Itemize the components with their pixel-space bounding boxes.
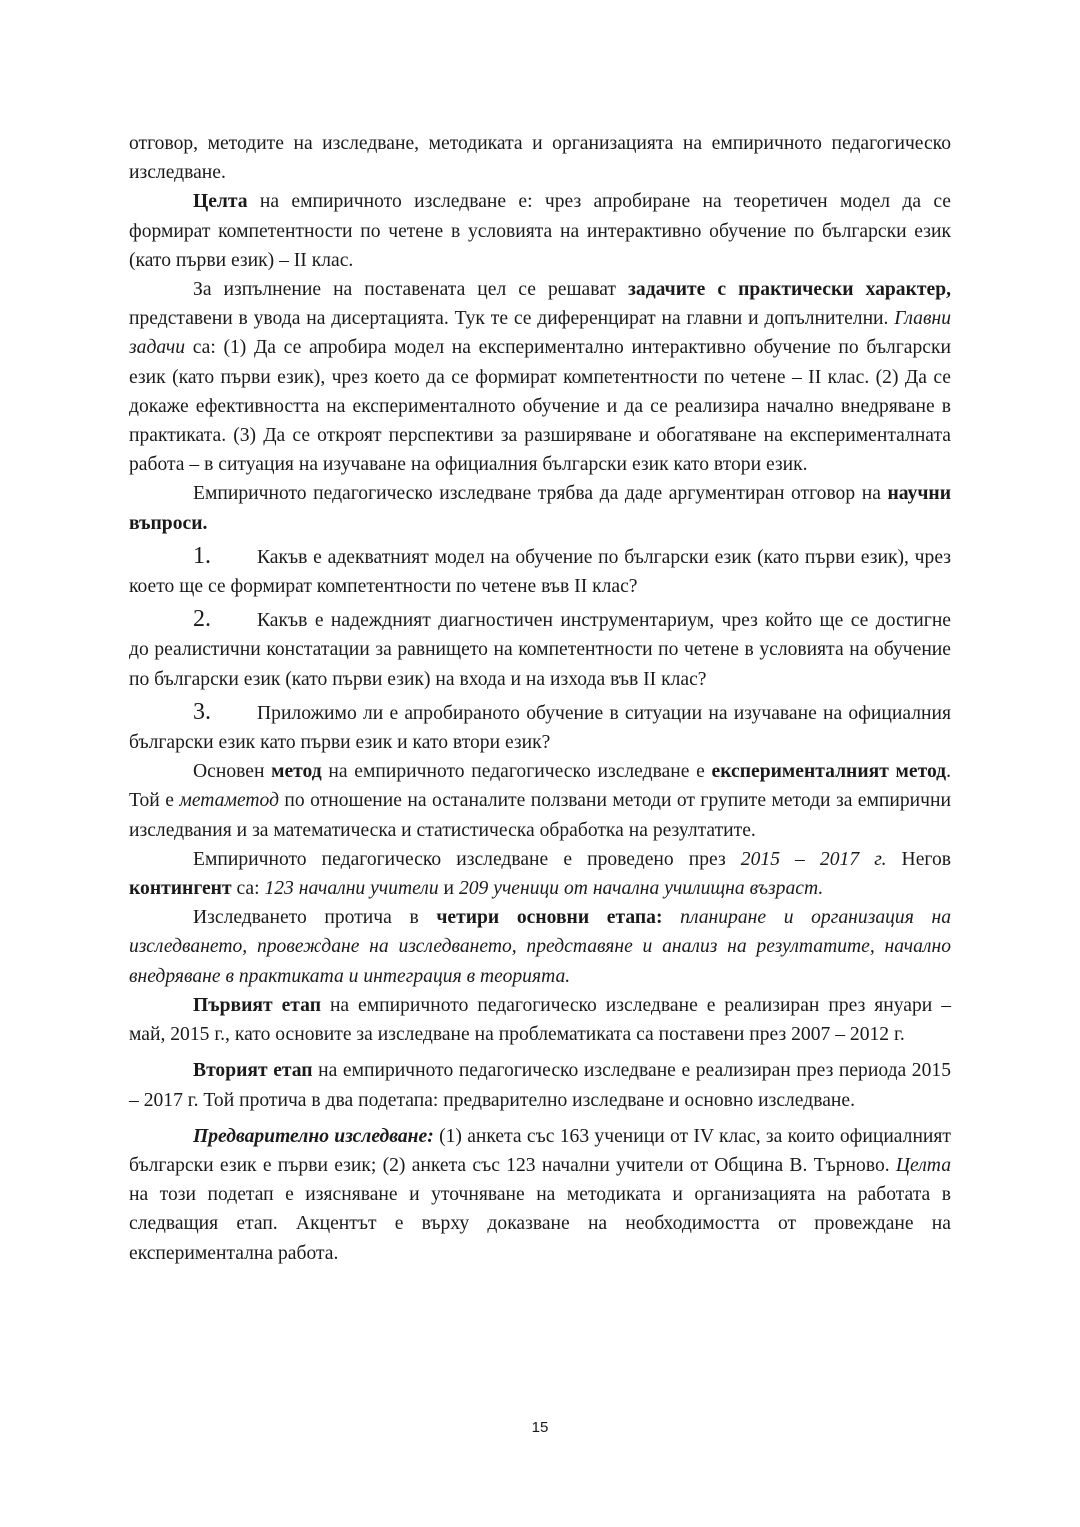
bold-italic-term: Предварително изследване: (193, 1125, 434, 1147)
text-run: представени в увода на дисертацията. Тук те се диференцират на главни и допълнителни. (129, 308, 895, 330)
bold-term: задачите с практически характер, (628, 279, 952, 301)
italic-term: 123 начални учители (264, 878, 439, 900)
italic-term: планиране и организация на изследването, провеждане на изследването, представяне и анализ на резултатите, начално внедряване в практиката и интеграция в теорията. (129, 907, 951, 987)
paragraph-first-stage (129, 991, 951, 1049)
question-text: Какъв е адекватният модел на обучение по български език (като първи език), чрез което ще се формират компетентности по четене във II клас? (129, 546, 951, 598)
text-run: За изпълнение на поставената цел се решават (193, 279, 629, 301)
italic-term: Главни задачи (129, 308, 951, 359)
text-run: Негов (886, 848, 952, 870)
bold-term: научни въпроси. (129, 483, 951, 534)
paragraph-goal (129, 187, 951, 275)
bold-term: експерименталният метод (711, 761, 947, 783)
paragraph-intro (129, 129, 951, 187)
document-body (129, 129, 951, 1268)
text-run: са: (231, 878, 265, 900)
question-item (129, 605, 951, 694)
italic-term: 2015 – 2017 г. (740, 848, 887, 870)
question-text: Приложимо ли е апробираното обучение в ситуации на изучаване на официалния български език като първи език и като втори език? (129, 702, 951, 754)
text-run: Емпиричното педагогическо изследване е проведено през (193, 848, 741, 870)
question-text: Какъв е надеждният диагностичен инструментариум, чрез който ще се достигне до реалистични констатации за равнището на компетентности по четене в условията на обучение по български език (като първи език) на входа и на изхода във II клас? (129, 610, 951, 690)
text-run: на този подетап е изясняване и уточняване на методиката и организацията на работата в следващия етап. Акцентът е върху доказване на необходимостта от провеждане на експериментална работа. (129, 1184, 951, 1264)
italic-term: 209 ученици от начална училищна възраст. (458, 878, 824, 900)
bold-term: Първият етап (193, 994, 321, 1016)
italic-term: метаметод (179, 790, 279, 812)
text-run: отговор, методите на изследване, методиката и организацията на емпиричното педагогическо изследване. (129, 133, 951, 184)
paragraph-preliminary-study (129, 1122, 951, 1268)
text-run: . Той е (129, 761, 952, 812)
text-run: Изследването протича в (193, 907, 437, 929)
bold-term: Вторият етап (193, 1060, 313, 1082)
text-run (662, 907, 680, 928)
paragraph-contingent (129, 845, 951, 903)
text-run: и (438, 878, 459, 900)
bold-term: контингент (129, 878, 232, 900)
paragraph-stages (129, 903, 951, 991)
paragraph-second-stage (129, 1056, 951, 1114)
paragraph-method (129, 757, 951, 845)
bold-term: метод (271, 761, 322, 783)
text-run: на емпиричното изследване е: чрез апробиране на теоретичен модел да се формират компетентности по четене в условията на интерактивно обучение по български език (като първи език) – II клас. (129, 191, 951, 271)
question-number: 3. (193, 698, 211, 725)
text-run: на емпиричното педагогическо изследване е (321, 761, 712, 783)
question-number: 2. (193, 606, 211, 633)
text-run: на емпиричното педагогическо изследване е реализиран през януари – май, 2015 г., като основите за изследване на проблематиката са поставени през 2007 – 2012 г. (129, 994, 951, 1046)
text-run: са: (1) Да се апробира модел на експериментално интерактивно обучение по български език (като първи език), чрез което да се формират компетентности по четене – II клас. (2) Да се докаже ефективността на експерименталното обучение и да се реализира начално внедряване в практиката. (3) Да се откроят перспективи за разширяване и обогатяване на експерименталната работа – в ситуация на изучаване на официалния български език като втори език. (129, 337, 951, 476)
page-number: 15 (531, 1419, 549, 1436)
text-run: (1) анкета със 163 ученици от IV клас, за които официалният български език е първи език; (2) анкета със 123 начални учители от Община В. Търново. (129, 1125, 951, 1176)
text-run: на емпиричното педагогическо изследване е реализиран през периода 2015 – 2017 г. Той протича в два подетапа: предварително изследване и основно изследване. (129, 1060, 951, 1111)
question-number: 1. (193, 542, 211, 569)
question-item (129, 698, 951, 757)
bold-term: четири основни етапа: (436, 907, 663, 929)
bold-term: Целта (193, 191, 248, 213)
paragraph-questions-intro (129, 479, 951, 537)
italic-term: Целта (895, 1154, 951, 1176)
text-run: Емпиричното педагогическо изследване трябва да даде аргументиран отговор на (193, 483, 888, 505)
question-item (129, 542, 951, 601)
text-run: по отношение на останалите ползвани методи от групите методи за емпирични изследвания и за математическа и статистическа обработка на резултатите. (129, 790, 951, 841)
paragraph-tasks (129, 275, 951, 479)
text-run: Основен (193, 761, 272, 783)
